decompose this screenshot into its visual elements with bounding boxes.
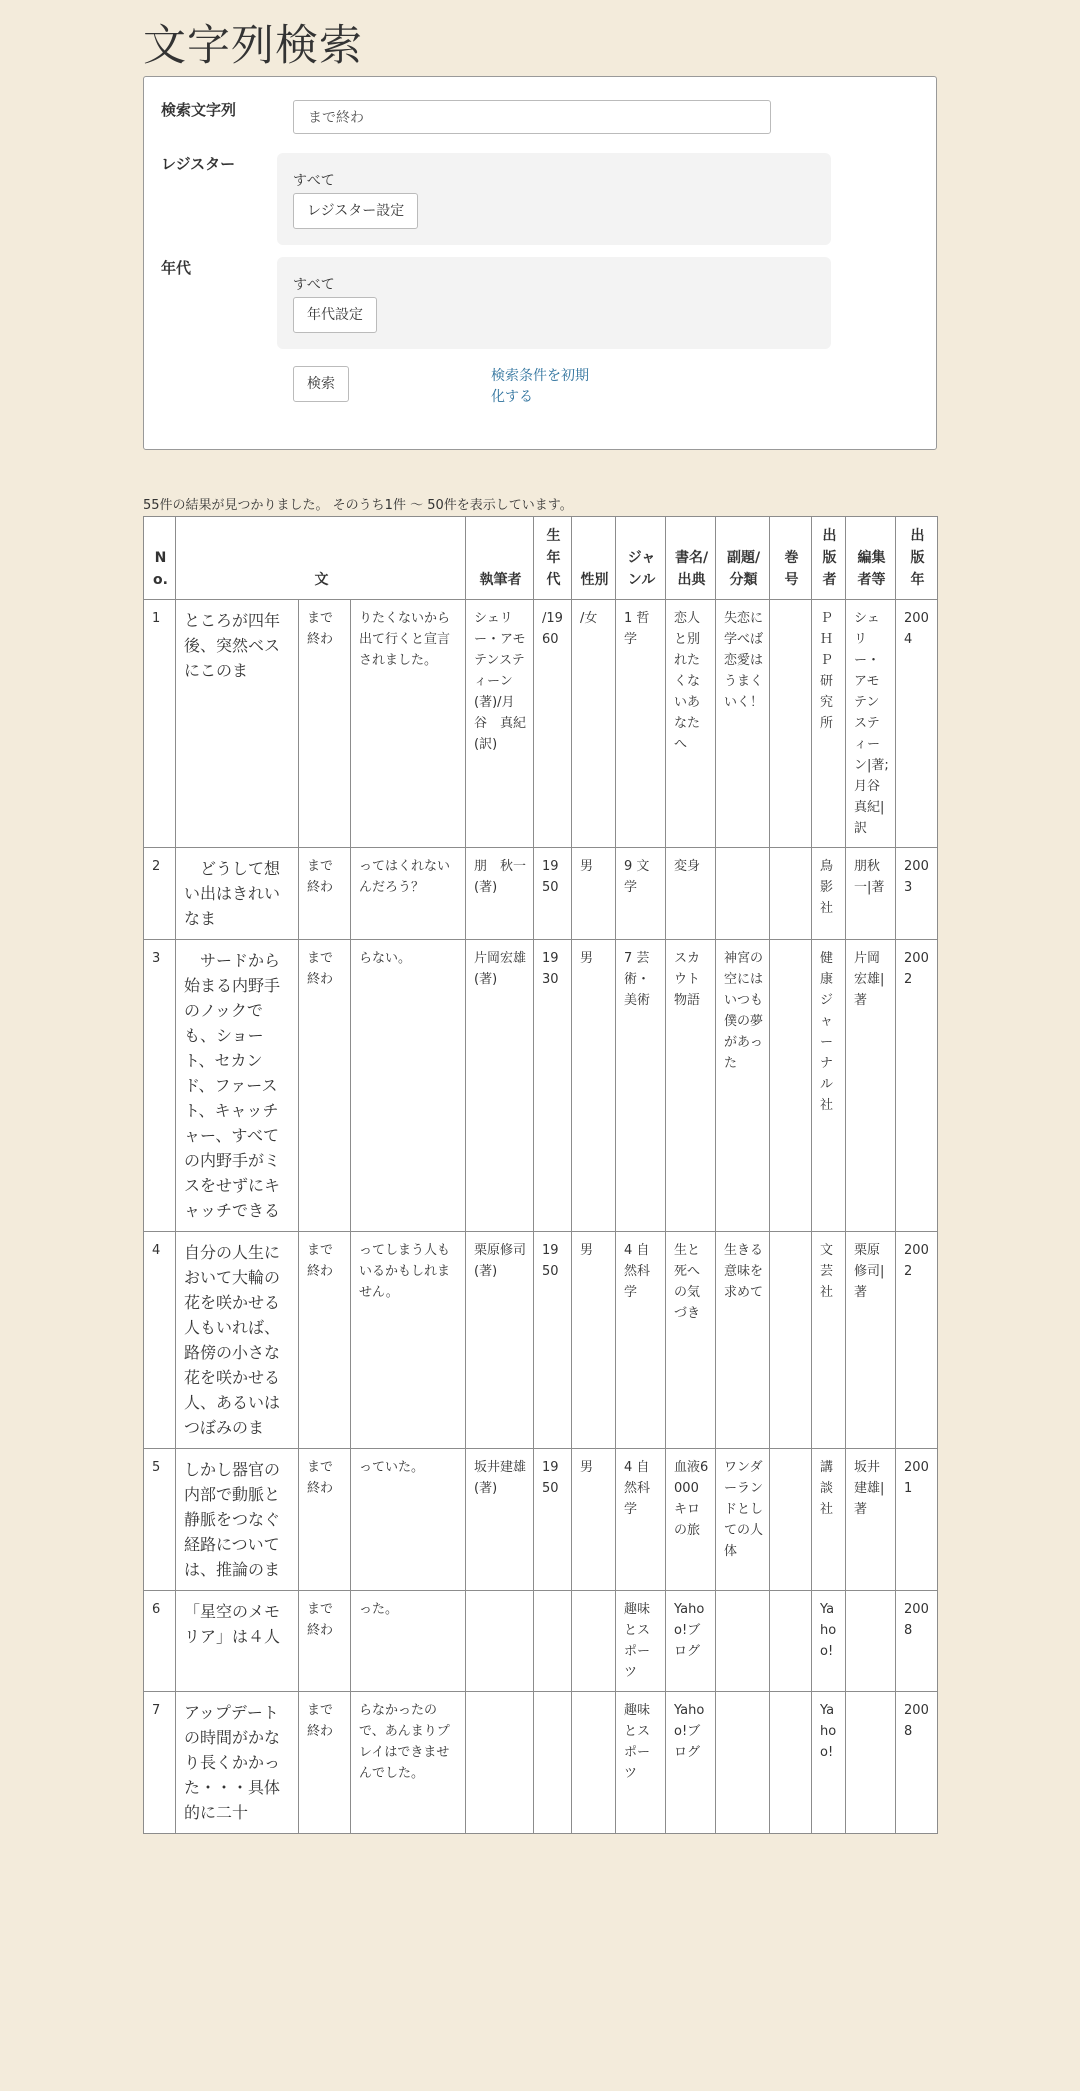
header-author: 執筆者 [466,517,534,600]
cell-publisher: ＰＨＰ研究所 [812,600,846,848]
cell-pub-year: 2002 [896,1232,938,1449]
cell-editor: シェリー・アモテンスティーン|著;月谷真紀|訳 [846,600,896,848]
cell-keyword: まで終わ [299,1232,351,1449]
cell-volume [770,1232,812,1449]
cell-book-title: 変身 [666,848,716,940]
search-button[interactable]: 検索 [293,366,349,402]
register-label: レジスター [161,155,236,173]
cell-book-title: Yahoo!ブログ [666,1692,716,1834]
register-value: すべて [293,173,335,189]
cell-editor: 片岡宏雄|著 [846,940,896,1232]
cell-no: 5 [144,1449,176,1591]
cell-publisher: 健康ジャーナル社 [812,940,846,1232]
header-publisher: 出版者 [812,517,846,600]
cell-pre-context: 「星空のメモリア」は４人 [176,1591,299,1692]
table-row [144,848,938,940]
cell-gender: 男 [572,940,616,1232]
cell-genre: 1 哲学 [616,600,666,848]
cell-keyword: まで終わ [299,940,351,1232]
cell-publisher: Yahoo! [812,1692,846,1834]
cell-gender: /女 [572,600,616,848]
cell-pre-context: しかし器官の内部で動脈と静脈をつなぐ経路については、推論のま [176,1449,299,1591]
cell-book-title: スカウト物語 [666,940,716,1232]
cell-pub-year: 2002 [896,940,938,1232]
cell-birth-era: /1960 [534,600,572,848]
cell-book-title: 生と死への気づき [666,1232,716,1449]
cell-book-title: Yahoo!ブログ [666,1591,716,1692]
cell-author: 栗原修司(著) [466,1232,534,1449]
page-title: 文字列検索 [143,21,363,71]
cell-editor [846,1692,896,1834]
era-panel [277,257,831,349]
cell-publisher: Yahoo! [812,1591,846,1692]
cell-birth-era: 1950 [534,1449,572,1591]
cell-volume [770,600,812,848]
cell-keyword: まで終わ [299,1449,351,1591]
cell-birth-era: 1950 [534,1232,572,1449]
cell-post-context: った。 [351,1591,466,1692]
cell-gender [572,1591,616,1692]
result-summary: 55件の結果が見つかりました。 そのうち1件 〜 50件を表示しています。 [143,498,573,513]
header-pub-year: 出版年 [896,517,938,600]
cell-post-context: っていた。 [351,1449,466,1591]
cell-post-context: らなかったので、あんまりプレイはできませんでした。 [351,1692,466,1834]
cell-pub-year: 2003 [896,848,938,940]
cell-volume [770,1591,812,1692]
era-label: 年代 [161,259,192,277]
cell-genre: 趣味とスポーツ [616,1591,666,1692]
cell-volume [770,848,812,940]
cell-post-context: らない。 [351,940,466,1232]
table-row [144,1692,938,1834]
cell-birth-era: 1950 [534,848,572,940]
cell-volume [770,1449,812,1591]
table-header-row [144,517,938,600]
cell-pub-year: 2001 [896,1449,938,1591]
cell-editor [846,1591,896,1692]
cell-book-title: 恋人と別れたくないあなたへ [666,600,716,848]
cell-volume [770,940,812,1232]
register-panel [277,153,831,245]
cell-post-context: ってはくれないんだろう？ [351,848,466,940]
header-editor: 編集者等 [846,517,896,600]
reset-conditions-link[interactable]: 検索条件を初期化する [491,368,589,405]
cell-subtitle: 生きる意味を求めて [716,1232,770,1449]
cell-author [466,1692,534,1834]
cell-volume [770,1692,812,1834]
register-settings-button[interactable]: レジスター設定 [293,193,418,229]
search-form [143,76,937,450]
cell-no: 2 [144,848,176,940]
cell-pre-context: アップデートの時間がかなり長くかかった・・・具体的に二十 [176,1692,299,1834]
cell-gender: 男 [572,848,616,940]
table-row [144,940,938,1232]
table-row [144,600,938,848]
cell-publisher: 文芸社 [812,1232,846,1449]
cell-pub-year: 2008 [896,1692,938,1834]
header-volume: 巻号 [770,517,812,600]
cell-publisher: 鳥影社 [812,848,846,940]
table-row [144,1449,938,1591]
cell-author: シェリー・アモテンスティーン(著)/月谷 真紀(訳) [466,600,534,848]
results-table [143,516,938,1834]
cell-subtitle: 神宮の空にはいつも僕の夢があった [716,940,770,1232]
cell-editor: 坂井建雄|著 [846,1449,896,1591]
cell-post-context: りたくないから出て行くと宣言されました。 [351,600,466,848]
cell-keyword: まで終わ [299,600,351,848]
table-row [144,1232,938,1449]
cell-no: 6 [144,1591,176,1692]
keyword-input[interactable] [293,100,771,134]
cell-genre: 趣味とスポーツ [616,1692,666,1834]
cell-author: 片岡宏雄(著) [466,940,534,1232]
header-no: No. [144,517,176,600]
cell-author [466,1591,534,1692]
table-row [144,1591,938,1692]
cell-pub-year: 2008 [896,1591,938,1692]
cell-genre: 4 自然科学 [616,1449,666,1591]
cell-birth-era: 1930 [534,940,572,1232]
cell-subtitle [716,848,770,940]
cell-pub-year: 2004 [896,600,938,848]
cell-keyword: まで終わ [299,1692,351,1834]
header-subtitle: 副題/分類 [716,517,770,600]
cell-no: 7 [144,1692,176,1834]
era-settings-button[interactable]: 年代設定 [293,297,377,333]
header-birth-era: 生年代 [534,517,572,600]
cell-no: 1 [144,600,176,848]
cell-birth-era [534,1692,572,1834]
cell-author: 朋 秋一(著) [466,848,534,940]
keyword-label: 検索文字列 [161,101,237,119]
cell-genre: 4 自然科学 [616,1232,666,1449]
header-gender: 性別 [572,517,616,600]
era-value: すべて [293,277,335,293]
cell-subtitle: 失恋に学べば恋愛はうまくいく！ [716,600,770,848]
cell-keyword: まで終わ [299,1591,351,1692]
cell-publisher: 講談社 [812,1449,846,1591]
cell-subtitle [716,1692,770,1834]
cell-keyword: まで終わ [299,848,351,940]
cell-editor: 朋秋一|著 [846,848,896,940]
cell-pre-context: サードから始まる内野手のノックでも、ショート、セカンド、ファースト、キャッチャー、すべての内野手がミスをせずにキャッチできる [176,940,299,1232]
cell-no: 4 [144,1232,176,1449]
cell-book-title: 血液6000キロの旅 [666,1449,716,1591]
cell-pre-context: ところが四年後、突然ベスにこのま [176,600,299,848]
cell-subtitle [716,1591,770,1692]
header-book-title: 書名/出典 [666,517,716,600]
header-genre: ジャンル [616,517,666,600]
cell-gender [572,1692,616,1834]
cell-subtitle: ワンダーランドとしての人体 [716,1449,770,1591]
cell-birth-era [534,1591,572,1692]
cell-genre: 7 芸術・美術 [616,940,666,1232]
cell-author: 坂井建雄(著) [466,1449,534,1591]
header-sentence: 文 [176,517,466,600]
cell-no: 3 [144,940,176,1232]
cell-gender: 男 [572,1449,616,1591]
cell-gender: 男 [572,1232,616,1449]
cell-post-context: ってしまう人もいるかもしれません。 [351,1232,466,1449]
cell-genre: 9 文学 [616,848,666,940]
cell-pre-context: 自分の人生において大輪の花を咲かせる人もいれば、路傍の小さな花を咲かせる人、あるいはつぼみのま [176,1232,299,1449]
cell-pre-context: どうして想い出はきれいなま [176,848,299,940]
cell-editor: 栗原修司|著 [846,1232,896,1449]
